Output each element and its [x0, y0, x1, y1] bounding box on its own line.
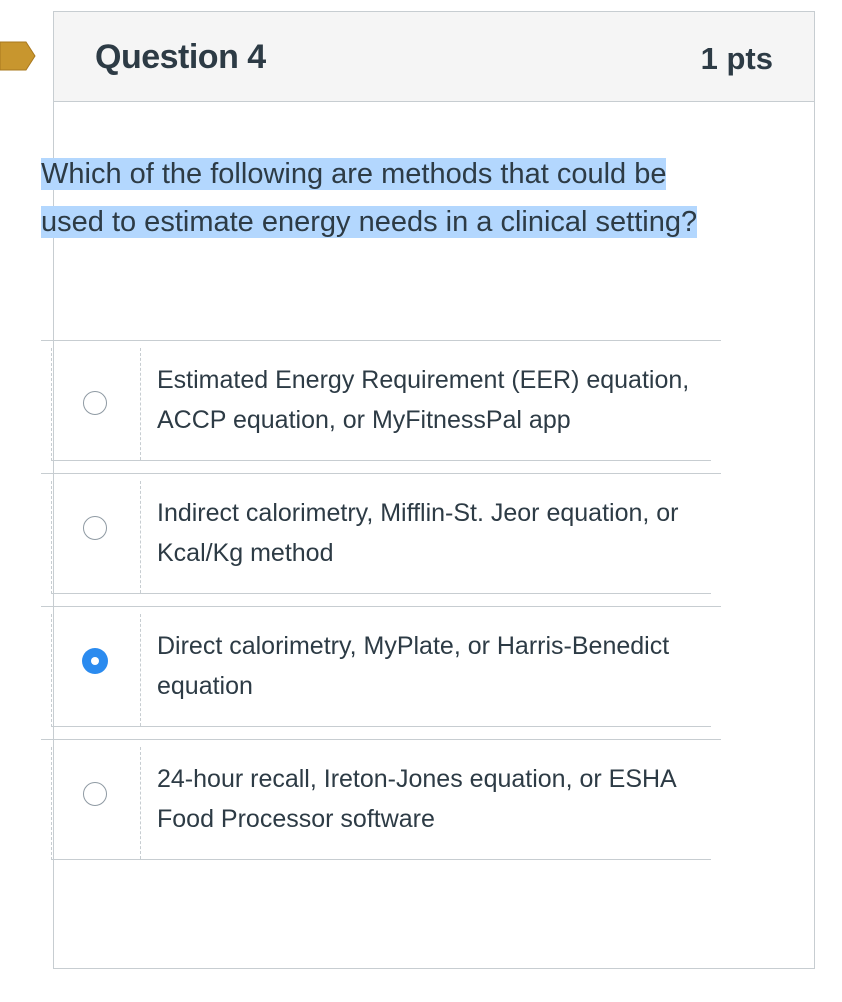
question-header: [54, 12, 814, 102]
answer-radio-3-selected[interactable]: [83, 649, 107, 673]
question-title: Question 4: [95, 38, 266, 76]
answer-label-2[interactable]: Indirect calorimetry, Mifflin-St. Jeor equation, or Kcal/Kg method: [157, 499, 679, 567]
answer-radio-2[interactable]: [83, 516, 107, 540]
answer-label-4[interactable]: 24-hour recall, Ireton-Jones equation, or ESHA Food Processor software: [157, 765, 676, 833]
answer-list: [41, 340, 721, 872]
answer-option-3[interactable]: [41, 606, 721, 727]
answer-radio-1[interactable]: [83, 391, 107, 415]
answer-option-1[interactable]: [41, 340, 721, 461]
answer-option-4[interactable]: [41, 739, 721, 860]
question-text: [41, 150, 721, 246]
answer-label-3[interactable]: Direct calorimetry, MyPlate, or Harris-Benedict equation: [157, 632, 670, 700]
answer-option-2[interactable]: [41, 473, 721, 594]
answer-radio-4[interactable]: [83, 782, 107, 806]
question-flag-icon[interactable]: [0, 40, 36, 72]
question-text-highlight: Which of the following are methods that could be used to estimate energy needs in a clinical setting?: [41, 158, 698, 238]
answer-label-1[interactable]: Estimated Energy Requirement (EER) equation, ACCP equation, or MyFitnessPal app: [157, 366, 690, 434]
question-points: 1 pts: [700, 41, 773, 76]
